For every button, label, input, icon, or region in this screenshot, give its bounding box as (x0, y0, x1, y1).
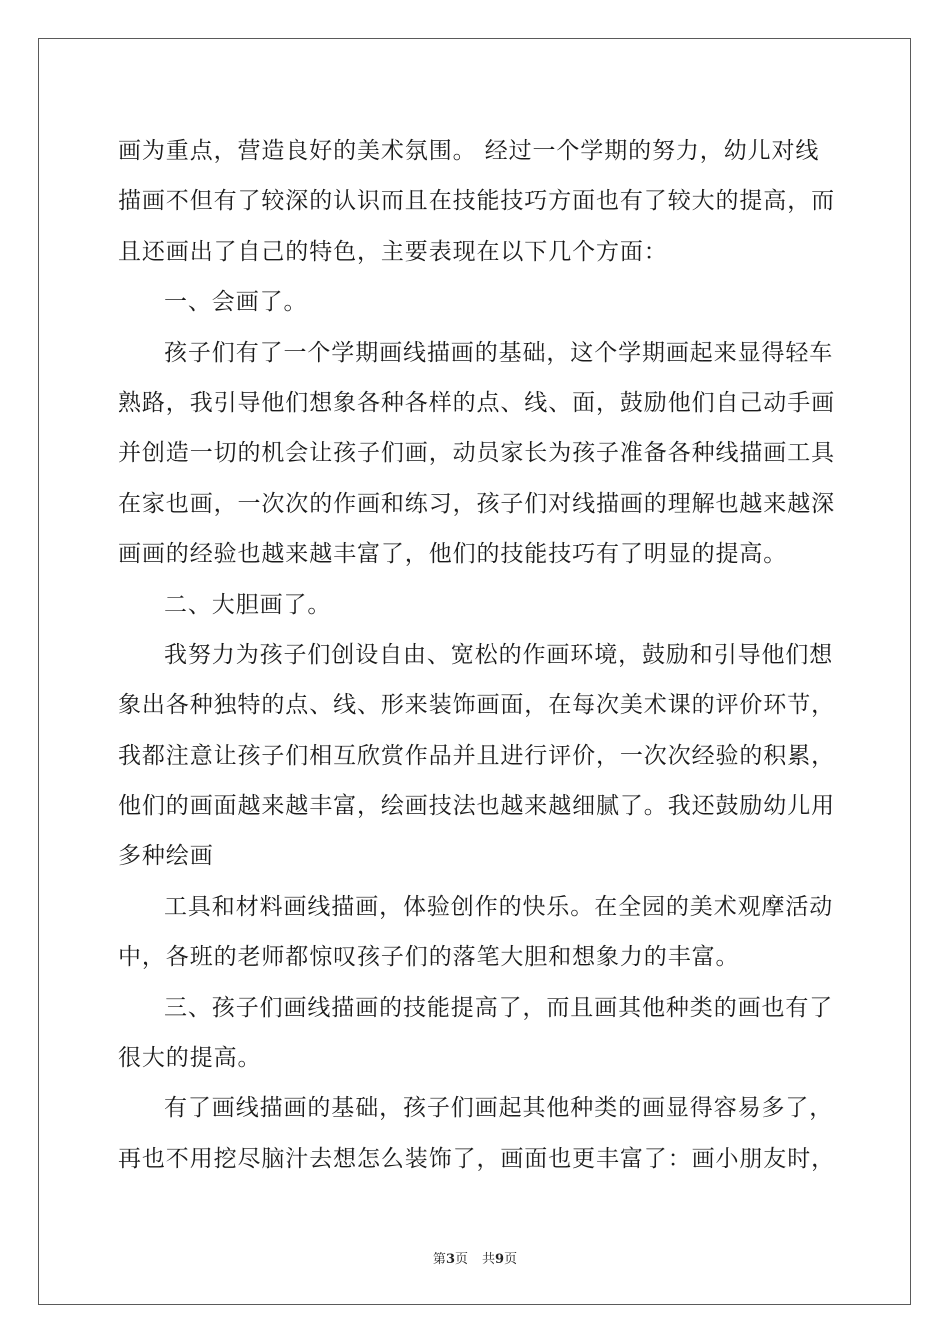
text-line: 画画的经验也越来越丰富了，他们的技能技巧有了明显的提高。 (118, 541, 788, 568)
text-line: 很大的提高。 (118, 1045, 262, 1072)
text-line: 我都注意让孩子们相互欣赏作品并且进行评价，一次次经验的积累， (118, 742, 835, 769)
page-prefix: 第 (432, 1252, 446, 1267)
text-line: 象出各种独特的点、线、形来装饰画面，在每次美术课的评价环节， (118, 692, 835, 719)
text-line: 描画不但有了较深的认识而且在技能技巧方面也有了较大的提高，而 (118, 188, 835, 215)
page-suffix: 页 (454, 1252, 468, 1267)
text-line: 一、会画了。 (164, 289, 308, 316)
document-body (118, 126, 838, 1184)
total-prefix: 共 (482, 1252, 496, 1267)
total-suffix: 页 (504, 1252, 518, 1267)
text-line: 在家也画，一次次的作画和练习，孩子们对线描画的理解也越来越深 (118, 490, 835, 517)
text-line: 熟路，我引导他们想象各种各样的点、线、面，鼓励他们自己动手画 (118, 389, 835, 416)
text-line: 二、大胆画了。 (164, 591, 332, 618)
page-footer (0, 1248, 950, 1267)
text-line: 工具和材料画线描画，体验创作的快乐。在全园的美术观摩活动 (164, 893, 834, 920)
text-line: 他们的画面越来越丰富，绘画技法也越来越细腻了。我还鼓励幼儿用 (118, 793, 835, 820)
text-line: 且还画出了自己的特色，主要表现在以下几个方面： (118, 238, 668, 265)
text-line: 三、孩子们画线描画的技能提高了，而且画其他种类的画也有了 (164, 994, 834, 1021)
text-line: 中，各班的老师都惊叹孩子们的落笔大胆和想象力的丰富。 (118, 944, 740, 971)
text-line: 并创造一切的机会让孩子们画，动员家长为孩子准备各种线描画工具 (118, 440, 835, 467)
text-line: 我努力为孩子们创设自由、宽松的作画环境，鼓励和引导他们想 (164, 641, 834, 668)
page-number: 3 (445, 1252, 455, 1267)
text-line: 多种绘画 (118, 843, 214, 870)
text-line: 有了画线描画的基础，孩子们画起其他种类的画显得容易多了， (164, 1095, 834, 1122)
text-line: 画为重点，营造良好的美术氛围。 经过一个学期的努力，幼儿对线 (118, 138, 820, 164)
text-line: 再也不用挖尽脑汁去想怎么装饰了，画面也更丰富了：画小朋友时， (118, 1145, 835, 1172)
total-pages: 9 (495, 1252, 505, 1267)
text-line: 孩子们有了一个学期画线描画的基础，这个学期画起来显得轻车 (164, 339, 834, 366)
